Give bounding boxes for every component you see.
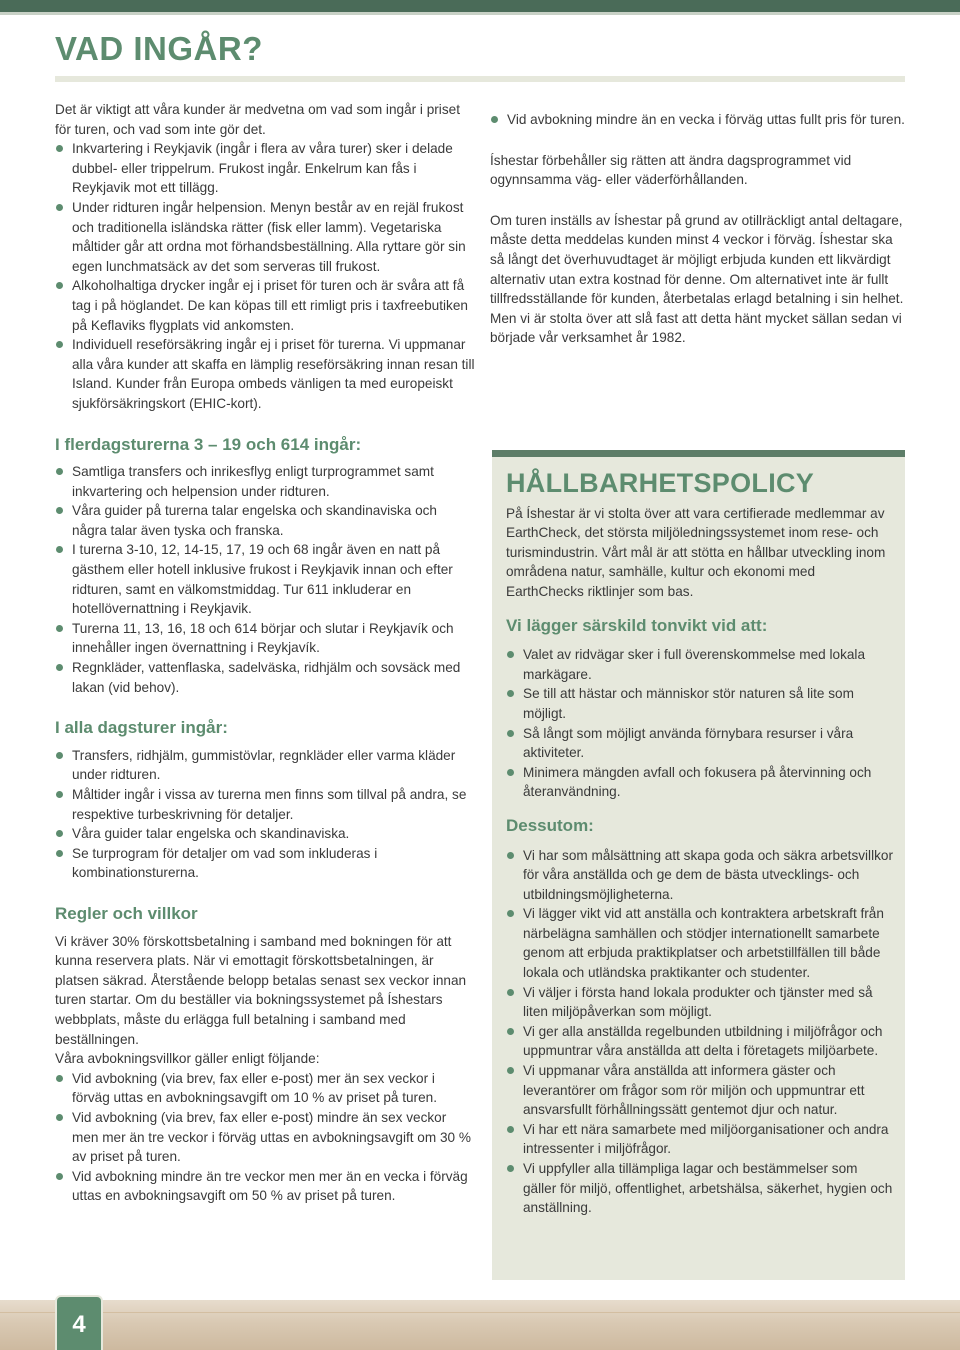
left-column [55, 100, 475, 1206]
list-item: Vi lägger vikt vid att anställa och kontraktera arbetskraft från närbelägna samhällen och stödjer internationellt samarbete genom att erbjuda praktikplatser och arbetstillfällen till både lokala och utländska praktikanter och studenter. [506, 904, 894, 982]
list-item: Se till att hästar och människor stör naturen så lite som möjligt. [506, 684, 894, 723]
multi-day-list [55, 462, 475, 697]
list-item: Vi uppfyller alla tillämpliga lagar och bestämmelser som gäller för miljö, offentlighet, arbetshälsa, säkerhet, hygien och anställning. [506, 1159, 894, 1218]
list-item: Minimera mängden avfall och fokusera på återvinning och återanvändning. [506, 763, 894, 802]
list-item: Valet av ridvägar sker i full överenskommelse med lokala markägare. [506, 645, 894, 684]
policy-intro: På Íshestar är vi stolta över att vara certifierade medlemmar av EarthCheck, det största miljöledningssystemet inom rese- och turismindustrin. Vårt mål är att stötta en hållbar utveckling inom områdena natur, samhälle, kultur och ekonomi med EarthChecks riktlinjer som bas. [506, 505, 886, 599]
wood-grain-line [0, 1312, 960, 1313]
panel-content [506, 468, 894, 1218]
day-tour-heading: I alla dagsturer ingår: [55, 718, 228, 738]
panel-divider [492, 450, 905, 457]
list-item: Vid avbokning mindre än en vecka i förväg uttas fullt pris för turen. [490, 110, 905, 130]
tour-cancel-text: Om turen inställs av Íshestar på grund av otillräckligt antal deltagare, måste detta meddelas kunden minst 4 veckor i förväg. Íshestar ska så långt det överhuvudtaget är möjligt erbjuda kunden ett likvärdigt alternativ utan extra kostnad för denne. Om alternativet inte är fullt tillfredsställande för kunden, återbetalas erlagd betalning i sin helhet. Men vi är stolta över att slå fast att detta hänt mycket sällan sedan vi började vår verksamhet år 1982. [490, 212, 904, 346]
list-item: Vi uppmanar våra anställda att informera gäster och leverantörer om frågor som rör miljön och uppmuntrar ett ansvarsfullt förhållningssätt gentemot djur och natur. [506, 1061, 894, 1120]
cancellation-list-continued [490, 110, 905, 130]
intro-list [55, 139, 475, 413]
list-item: Regnkläder, vattenflaska, sadelväska, ridhjälm och sovsäck med lakan (vid behov). [55, 658, 475, 697]
also-heading: Dessutom: [506, 815, 594, 835]
also-list [506, 846, 894, 1218]
top-banner-stripe [0, 12, 960, 15]
top-banner [0, 0, 960, 12]
list-item: Samtliga transfers och inrikesflyg enligt turprogrammet samt inkvartering och helpension under ridturen. [55, 462, 475, 501]
list-item: Vid avbokning mindre än tre veckor men mer än en vecka i förväg uttas en avbokningsavgift om 50 % av priset på turen. [55, 1167, 475, 1206]
multi-day-heading: I flerdagsturerna 3 – 19 och 614 ingår: [55, 434, 362, 454]
list-item: Våra guider på turerna talar engelska och skandinaviska och några talar även tyska och franska. [55, 501, 475, 540]
program-change-text: Íshestar förbehåller sig rätten att ändra dagsprogrammet vid ogynnsamma väg- eller väderförhållanden. [490, 152, 852, 188]
cancellation-list [55, 1069, 475, 1206]
list-item: Vi väljer i första hand lokala produkter och tjänster med så liten miljöpåverkan som möjligt. [506, 983, 894, 1022]
rules-heading: Regler och villkor [55, 903, 198, 923]
sustainability-panel [492, 450, 905, 1280]
list-item: Under ridturen ingår helpension. Menyn består av en rejäl frukost och traditionella isländska rätter (fisk eller lamm). Vegetariska måltider går att ordna mot förhandsbeställning. Alla ryttare gör sin egen lunchmatsäck av det som serveras till frukost. [55, 198, 475, 276]
right-column [490, 110, 905, 348]
list-item: Vi har ett nära samarbete med miljöorganisationer och andra intressenter i miljöfrågor. [506, 1120, 894, 1159]
list-item: Så långt som möjligt använda förnybara resurser i våra aktiviteter. [506, 724, 894, 763]
list-item: Turerna 11, 13, 16, 18 och 614 börjar och slutar i Reykjavík och innehåller ingen övernattning i Reykjavík. [55, 619, 475, 658]
list-item: Vi har som målsättning att skapa goda och säkra arbetsvillkor för våra anställda och ge dem de bästa utvecklings- och utbildningsmöjligheterna. [506, 846, 894, 905]
wood-floor-background [0, 1300, 960, 1350]
rules-text: Vi kräver 30% förskottsbetalning i samband med bokningen för att kunna reservera plats. När vi emottagit förskottsbetalningen, är platsen säkrad. Återstående belopp betalas senast sex veckor innan turen startar. Om du beställer via bokningssystemet på Íshestars webbplats, måste du erlägga full betalning i samband med beställningen. [55, 933, 467, 1047]
policy-title: HÅLLBARHETSPOLICY [506, 468, 815, 498]
cancellation-intro: Våra avbokningsvillkor gäller enligt följande: [55, 1051, 320, 1067]
list-item: Individuell reseförsäkring ingår ej i priset för turerna. Vi uppmanar alla våra kunder att skaffa en lämplig reseförsäkring innan resan till Island. Kunder från Europa ombeds vänligen ta med europeiskt sjukförsäkringskort (EHIC-kort). [55, 335, 475, 413]
focus-list [506, 645, 894, 802]
list-item: Vi ger alla anställda regelbunden utbildning i miljöfrågor och uppmuntrar våra anställda att delta i företagets miljöarbete. [506, 1022, 894, 1061]
list-item: Måltider ingår i vissa av turerna men finns som tillval på andra, se respektive turbeskrivning för detaljer. [55, 785, 475, 824]
focus-heading: Vi lägger särskild tonvikt vid att: [506, 615, 768, 635]
page-title: VAD INGÅR? [55, 30, 263, 67]
title-divider [55, 76, 905, 82]
page-number-badge: 4 [55, 1295, 103, 1350]
list-item: Transfers, ridhjälm, gummistövlar, regnkläder eller varma kläder under ridturen. [55, 746, 475, 785]
day-tour-list [55, 746, 475, 883]
list-item: Våra guider talar engelska och skandinaviska. [55, 824, 475, 844]
list-item: Vid avbokning (via brev, fax eller e-post) mindre än sex veckor men mer än tre veckor i förväg uttas en avbokningsavgift om 30 % av priset på turen. [55, 1108, 475, 1167]
intro-text: Det är viktigt att våra kunder är medvetna om vad som ingår i priset för turen, och vad som inte gör det. [55, 102, 460, 137]
list-item: I turerna 3-10, 12, 14-15, 17, 19 och 68 ingår även en natt på gästhem eller hotell inklusive frukost i Reykjavik innan och efter ridturen, samt en välkomstmiddag. Tur 611 inkluderar en hotellövernattning i Reykjavik. [55, 540, 475, 618]
list-item: Inkvartering i Reykjavik (ingår i flera av våra turer) sker i delade dubbel- eller trippelrum. Frukost ingår. Enkelrum kan fås i Reykjavik mot ett tillägg. [55, 139, 475, 198]
list-item: Vid avbokning (via brev, fax eller e-post) mer än sex veckor i förväg uttas en avbokningsavgift om 10 % av priset på turen. [55, 1069, 475, 1108]
list-item: Alkoholhaltiga drycker ingår ej i priset för turen och är svåra att få tag i på höglandet. De kan köpas till ett rimligt pris i taxfreebutiken på Keflaviks flygplats vid ankomsten. [55, 276, 475, 335]
list-item: Se turprogram för detaljer om vad som inkluderas i kombinationsturerna. [55, 844, 475, 883]
